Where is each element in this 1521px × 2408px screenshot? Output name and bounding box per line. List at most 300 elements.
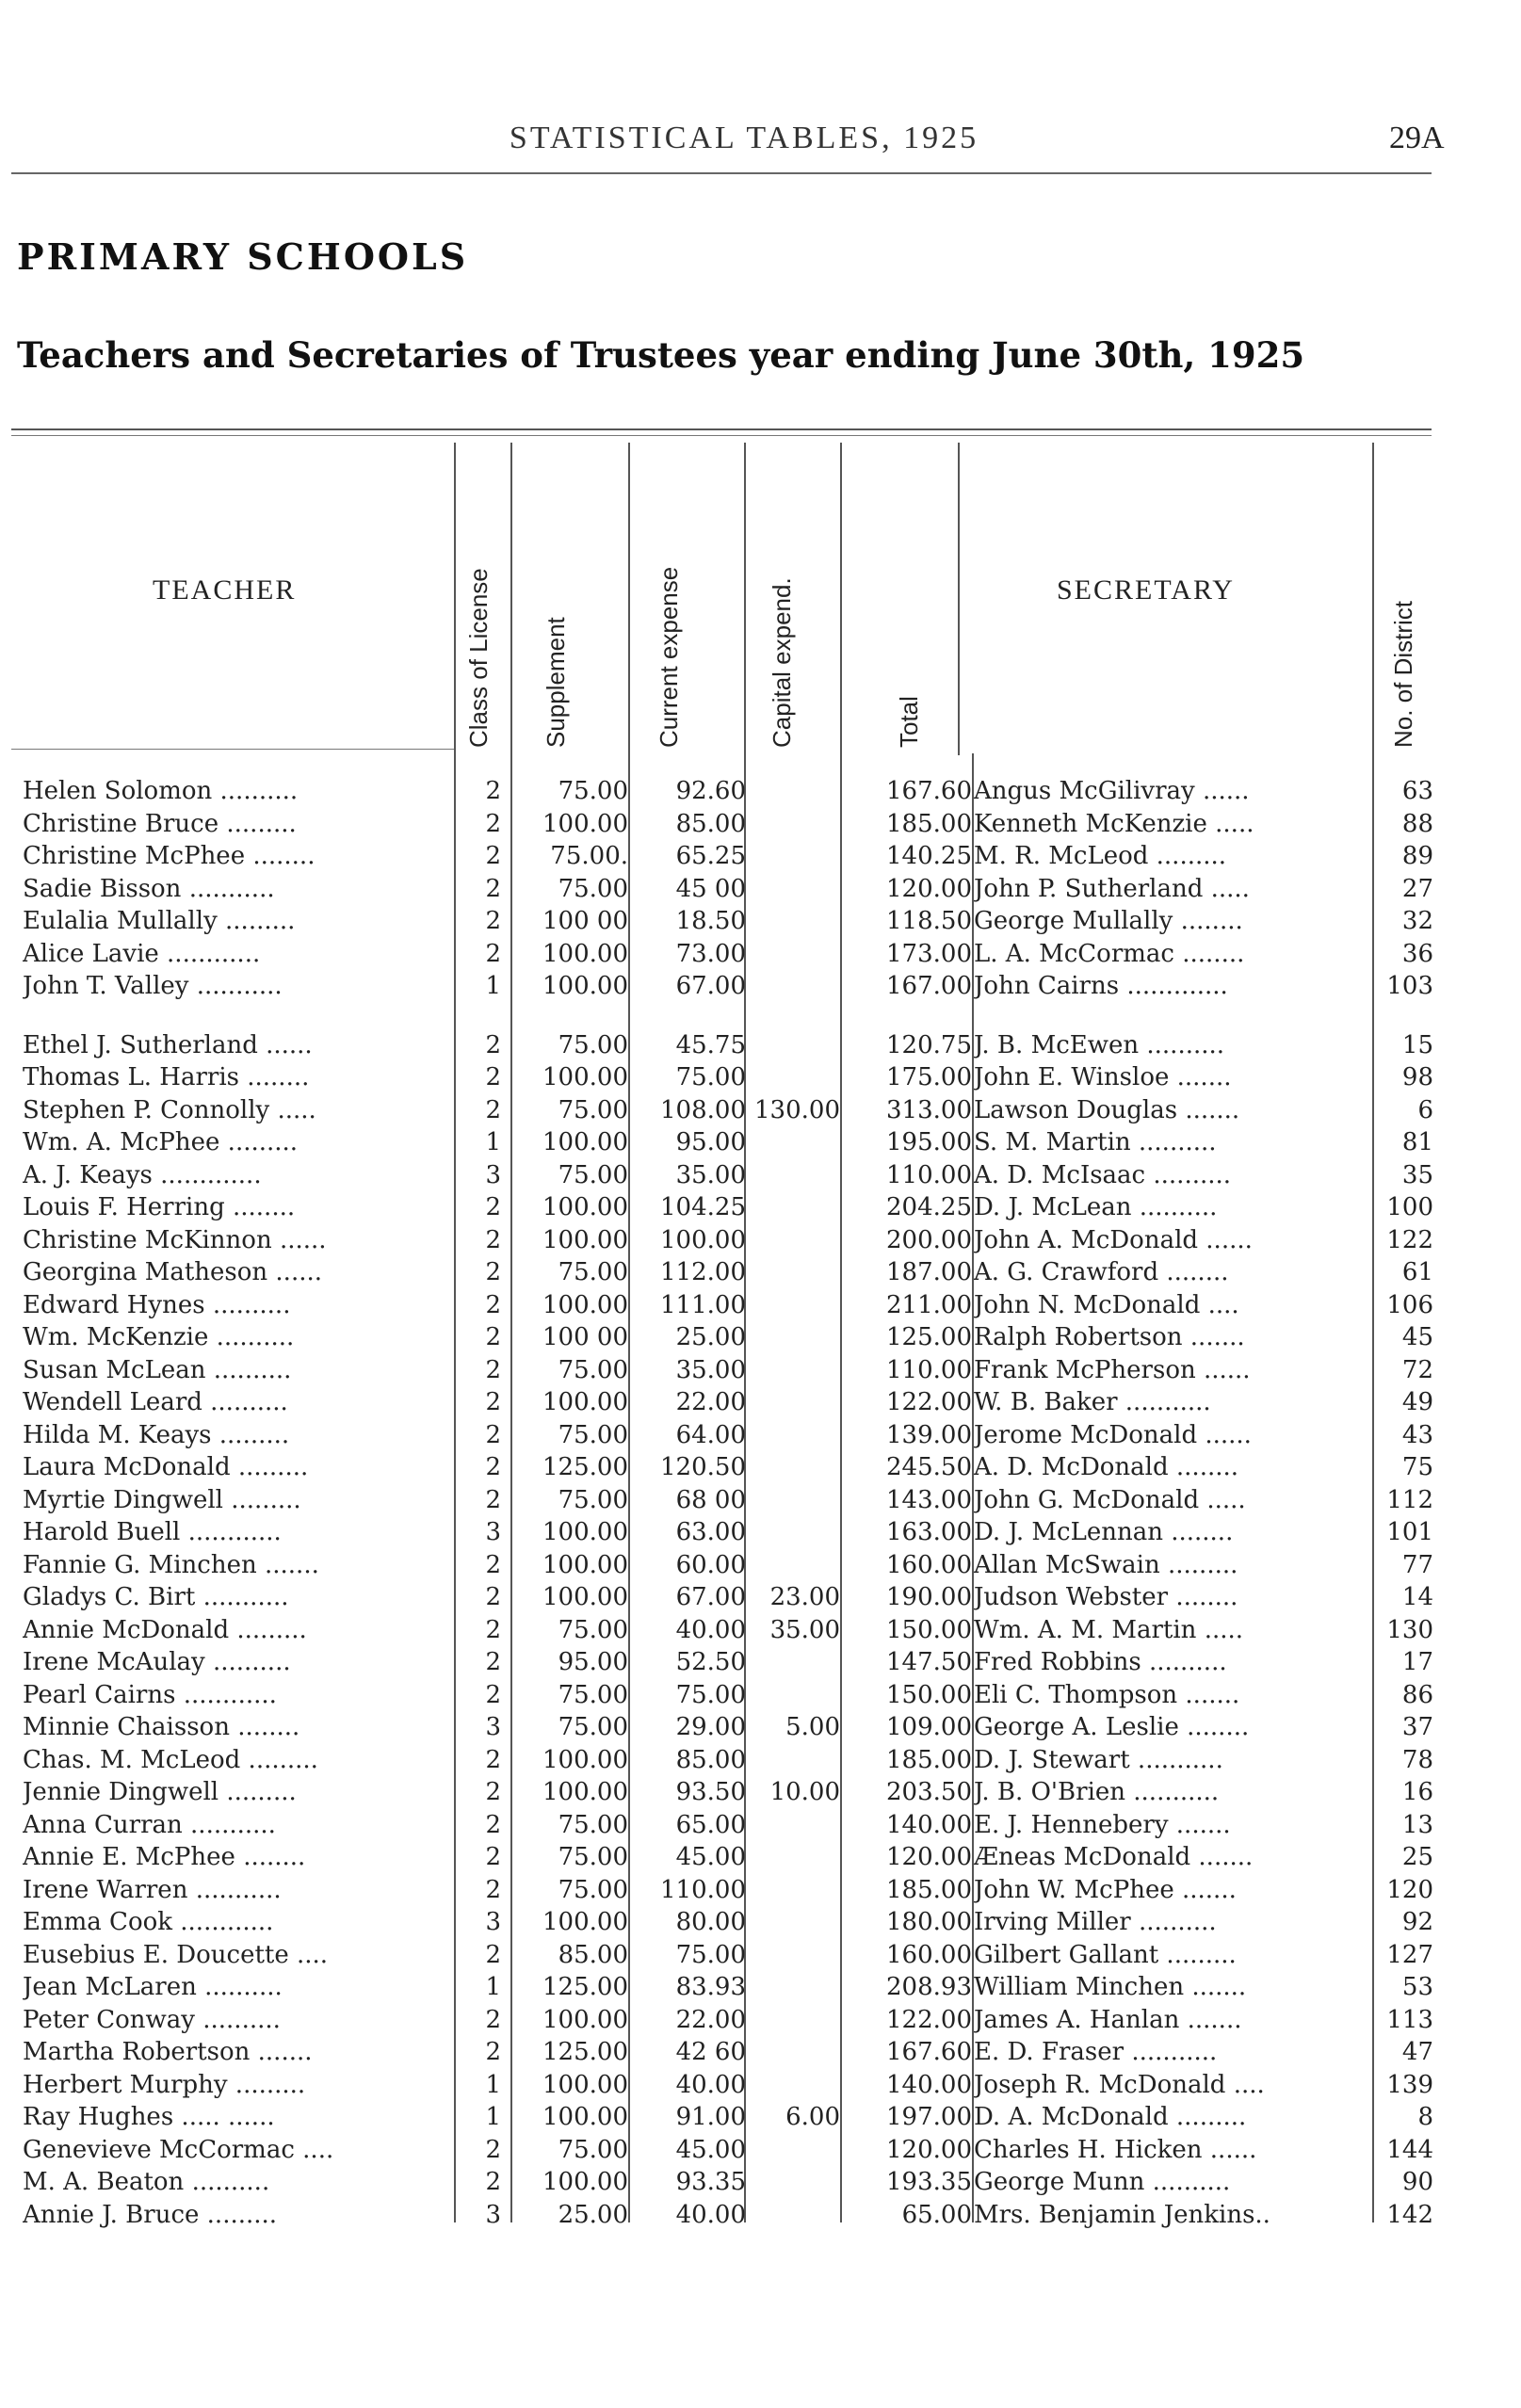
class-of-license: 3 [485,1160,501,1189]
total-amount: 120.00 [886,874,972,903]
class-of-license: 3 [485,2200,501,2229]
table-row [11,2136,1432,2169]
teacher-name: Irene Warren ........... [23,1875,282,1904]
class-of-license: 2 [485,1453,501,1481]
class-of-license: 2 [485,1680,501,1709]
table-row [11,1421,1432,1454]
column-divider [454,443,456,755]
district-number: 144 [1386,2135,1433,2164]
current-expense: 40.00 [675,1615,746,1644]
class-of-license: 2 [485,1615,501,1644]
total-amount: 167.00 [886,972,972,1000]
current-expense: 108.00 [660,1095,746,1124]
table-row [11,1291,1432,1324]
secretary-name: John E. Winsloe ....... [974,1063,1232,1091]
teacher-name: Ethel J. Sutherland ...... [23,1030,313,1059]
total-amount: 143.00 [886,1485,972,1514]
total-amount: 180.00 [886,1908,972,1936]
table-row [11,1518,1432,1551]
total-amount: 204.25 [886,1193,972,1221]
supplement-amount: 100 00 [542,907,628,935]
current-expense: 35.00 [675,1355,746,1384]
teacher-name: Annie J. Bruce ......... [23,2200,278,2229]
district-number: 122 [1386,1225,1433,1254]
class-of-license: 2 [485,1550,501,1579]
total-amount: 203.50 [886,1778,972,1806]
teacher-name: Wm. McKenzie .......... [23,1323,295,1351]
total-amount: 193.35 [886,2168,972,2196]
capital-expend: 6.00 [785,2103,840,2131]
table-row [11,842,1432,875]
secretary-name: Kenneth McKenzie ..... [974,809,1254,838]
supplement-amount: 75.00. [550,842,628,870]
table-row [11,1648,1432,1681]
district-number: 89 [1401,842,1433,870]
total-amount: 139.00 [886,1420,972,1449]
table-row [11,2006,1432,2039]
total-amount: 147.50 [886,1648,972,1676]
teacher-name: Thomas L. Harris ........ [23,1063,310,1091]
secretary-name: Jerome McDonald ...... [974,1420,1252,1449]
supplement-amount: 100.00 [542,1518,628,1546]
secretary-name: George Mullally ........ [974,907,1243,935]
secretary-name: John N. McDonald .... [974,1290,1239,1319]
class-of-license: 2 [485,1030,501,1059]
teacher-name: Hilda M. Keays ......... [23,1420,290,1449]
current-expense: 60.00 [675,1550,746,1579]
secretary-name: Gilbert Gallant ......... [974,1940,1237,1969]
class-of-license: 2 [485,2038,501,2066]
secretary-column-header: SECRETARY [1057,574,1235,606]
current-expense: 92.60 [675,777,746,805]
table-row [11,2201,1432,2234]
supplement-amount: 75.00 [558,1258,628,1286]
capital-expend: 10.00 [769,1778,840,1806]
teacher-name: Peter Conway .......... [23,2005,281,2034]
class-of-license: 2 [485,1258,501,1286]
total-amount: 200.00 [886,1225,972,1254]
supplement-amount: 125.00 [542,2038,628,2066]
capital-expend: 35.00 [769,1615,840,1644]
total-amount: 109.00 [886,1713,972,1741]
current-expense: 68 00 [675,1485,746,1514]
district-number: 106 [1386,1290,1433,1319]
class-of-license: 2 [485,777,501,805]
district-number: 35 [1401,1160,1433,1189]
header-rule [11,172,1432,174]
total-header [892,465,930,748]
district-number: 17 [1401,1648,1433,1676]
secretary-name: John G. McDonald ..... [974,1485,1246,1514]
table-row [11,1453,1432,1486]
total-label: Total [895,696,923,748]
current-expense: 95.00 [675,1128,746,1156]
total-amount: 185.00 [886,809,972,838]
teacher-name: Alice Lavie ............ [23,939,261,968]
district-number: 13 [1401,1810,1433,1839]
current-expense: 45.75 [675,1030,746,1059]
teacher-name: Fannie G. Minchen ....... [23,1550,319,1579]
supplement-amount: 75.00 [558,1615,628,1644]
page-number: 29A [1389,121,1445,155]
current-expense: 29.00 [675,1713,746,1741]
supplement-amount: 100.00 [542,2070,628,2099]
secretary-name: A. D. McIsaac .......... [974,1160,1232,1189]
table-row [11,1031,1432,1064]
supplement-amount: 75.00 [558,2135,628,2164]
district-number: 6 [1417,1095,1433,1124]
section-title: PRIMARY SCHOOLS [17,235,469,278]
teacher-name: Herbert Murphy ......... [23,2070,306,2099]
class-of-license: 2 [485,1290,501,1319]
class-of-license: 1 [485,1128,501,1156]
class-of-license: 2 [485,2005,501,2034]
table-row [11,1713,1432,1746]
teacher-name: Irene McAulay .......... [23,1648,291,1676]
secretary-name: D. J. McLennan ........ [974,1518,1234,1546]
total-amount: 197.00 [886,2103,972,2131]
supplement-amount: 75.00 [558,1355,628,1384]
district-number: 49 [1401,1388,1433,1416]
class-of-license: 2 [485,1095,501,1124]
current-expense: 45 00 [675,874,746,903]
current-expense: 40.00 [675,2200,746,2229]
class-of-license: 3 [485,1518,501,1546]
table-row [11,1258,1432,1291]
supplement-amount: 100.00 [542,1550,628,1579]
supplement-amount: 100.00 [542,809,628,838]
current-expense: 93.35 [675,2168,746,2196]
class-of-license: 1 [485,2103,501,2131]
district-number: 88 [1401,809,1433,838]
total-amount: 175.00 [886,1063,972,1091]
secretary-name: Frank McPherson ...... [974,1355,1251,1384]
current-expense: 91.00 [675,2103,746,2131]
district-number: 53 [1401,1973,1433,2001]
district-number: 103 [1386,972,1433,1000]
supplement-amount: 75.00 [558,1160,628,1189]
teacher-name: Christine McKinnon ...... [23,1225,327,1254]
total-amount: 120.00 [886,1843,972,1871]
district-number: 43 [1401,1420,1433,1449]
supplement-amount: 75.00 [558,1875,628,1904]
current-expense: 40.00 [675,2070,746,2099]
total-amount: 110.00 [886,1355,972,1384]
class-of-license: 2 [485,1063,501,1091]
supplement-amount: 125.00 [542,1453,628,1481]
supplement-amount: 100.00 [542,1290,628,1319]
supplement-amount: 75.00 [558,1810,628,1839]
secretary-name: Angus McGilivray ...... [974,777,1250,805]
total-amount: 150.00 [886,1615,972,1644]
supplement-amount: 75.00 [558,874,628,903]
current-expense: 65.25 [675,842,746,870]
column-divider [1372,443,1374,755]
total-amount: 167.60 [886,777,972,805]
teacher-name: Gladys C. Birt ........... [23,1583,289,1611]
district-number: 120 [1386,1875,1433,1904]
capital-expend-label: Capital expend. [768,577,796,748]
secretary-name: J. B. McEwen .......... [974,1030,1225,1059]
supplement-amount: 75.00 [558,1680,628,1709]
district-number: 37 [1401,1713,1433,1741]
supplement-amount: 100 00 [542,1323,628,1351]
district-number: 77 [1401,1550,1433,1579]
total-amount: 150.00 [886,1680,972,1709]
current-expense: 42 60 [675,2038,746,2066]
teacher-name: Anna Curran ........... [23,1810,276,1839]
teacher-name: Pearl Cairns ............ [23,1680,277,1709]
district-number: 75 [1401,1453,1433,1481]
capital-expend: 130.00 [754,1095,840,1124]
teacher-name: Ray Hughes ..... ...... [23,2103,275,2131]
current-expense: 75.00 [675,1063,746,1091]
table-row [11,1616,1432,1649]
supplement-amount: 75.00 [558,777,628,805]
supplement-amount: 75.00 [558,1095,628,1124]
table-row [11,1161,1432,1194]
teacher-name: Annie E. McPhee ........ [23,1843,306,1871]
district-number: 78 [1401,1745,1433,1774]
class-of-license: 2 [485,1485,501,1514]
secretary-name: Ralph Robertson ....... [974,1323,1245,1351]
secretary-name: Lawson Douglas ....... [974,1095,1240,1124]
district-number: 16 [1401,1778,1433,1806]
total-amount: 195.00 [886,1128,972,1156]
teacher-name: Harold Buell ............ [23,1518,282,1546]
class-of-license: 2 [485,1745,501,1774]
secretary-name: Eli C. Thompson ....... [974,1680,1240,1709]
secretary-name: John W. McPhee ....... [974,1875,1237,1904]
table-row [11,1583,1432,1616]
teacher-name: Christine Bruce ......... [23,809,297,838]
supplement-amount: 100.00 [542,939,628,968]
secretary-name: D. J. Stewart ........... [974,1745,1223,1774]
table-row [11,1356,1432,1389]
table-row [11,1128,1432,1161]
total-amount: 140.00 [886,2070,972,2099]
district-number: 27 [1401,874,1433,903]
supplement-amount: 100.00 [542,1583,628,1611]
capital-expend-header [765,465,802,748]
class-of-license: 2 [485,1225,501,1254]
district-number: 14 [1401,1583,1433,1611]
teacher-name: Susan McLean .......... [23,1355,292,1384]
teacher-name: Emma Cook ............ [23,1908,274,1936]
teacher-name: Minnie Chaisson ........ [23,1713,300,1741]
teacher-name: Chas. M. McLeod ......... [23,1745,318,1774]
total-amount: 211.00 [886,1290,972,1319]
class-of-license: 2 [485,1193,501,1221]
total-amount: 140.25 [886,842,972,870]
current-expense: 22.00 [675,1388,746,1416]
supplement-amount: 100.00 [542,1908,628,1936]
table-row [11,1323,1432,1356]
secretary-name: William Minchen ....... [974,1973,1247,2001]
no-of-district-label: No. of District [1389,600,1417,748]
district-number: 36 [1401,939,1433,968]
supplement-amount: 75.00 [558,1843,628,1871]
secretary-name: M. R. McLeod ......... [974,842,1227,870]
table-body [11,777,1432,2233]
column-divider [510,443,512,755]
class-of-license: 3 [485,1908,501,1936]
class-of-license: 1 [485,2070,501,2099]
table-row [11,1096,1432,1129]
supplement-amount: 75.00 [558,1713,628,1741]
teacher-name: Wm. A. McPhee ......... [23,1128,299,1156]
table-row [11,907,1432,940]
total-amount: 125.00 [886,1323,972,1351]
district-number: 113 [1386,2005,1433,2034]
capital-expend: 23.00 [769,1583,840,1611]
secretary-name: Joseph R. McDonald .... [974,2070,1265,2099]
secretary-name: Charles H. Hicken ...... [974,2135,1257,2164]
column-divider [840,443,842,755]
secretary-name: Judson Webster ........ [974,1583,1238,1611]
district-number: 92 [1401,1908,1433,1936]
district-number: 101 [1386,1518,1433,1546]
teacher-name: John T. Valley ........... [23,972,283,1000]
secretary-name: Mrs. Benjamin Jenkins.. [974,2200,1270,2229]
teacher-name: Louis F. Herring ........ [23,1193,296,1221]
teacher-name: Georgina Matheson ...... [23,1258,323,1286]
supplement-label: Supplement [542,617,570,748]
class-of-license-label: Class of License [464,568,493,748]
current-expense: 104.25 [660,1193,746,1221]
class-of-license: 2 [485,1810,501,1839]
current-expense: 63.00 [675,1518,746,1546]
total-amount: 140.00 [886,1810,972,1839]
class-of-license: 2 [485,1323,501,1351]
total-amount: 118.50 [886,907,972,935]
total-amount: 110.00 [886,1160,972,1189]
current-expense: 25.00 [675,1323,746,1351]
class-of-license: 2 [485,2135,501,2164]
teacher-name: Wendell Leard .......... [23,1388,288,1416]
secretary-name: E. D. Fraser ........... [974,2038,1218,2066]
district-number: 32 [1401,907,1433,935]
total-amount: 122.00 [886,1388,972,1416]
secretary-name: James A. Hanlan ....... [974,2005,1242,2034]
teacher-name: Martha Robertson ....... [23,2038,313,2066]
table-row [11,777,1432,810]
column-divider [958,443,960,755]
supplement-amount: 100.00 [542,1225,628,1254]
total-amount: 120.00 [886,2135,972,2164]
table-row [11,1486,1432,1519]
current-expense: 75.00 [675,1680,746,1709]
table-row [11,1388,1432,1421]
table-row [11,810,1432,843]
table-row [11,1876,1432,1909]
class-of-license: 2 [485,874,501,903]
class-of-license: 2 [485,1583,501,1611]
header-bottom-rule [11,749,454,750]
teacher-name: Jennie Dingwell ......... [23,1778,297,1806]
teacher-column-header: TEACHER [153,574,297,606]
class-of-license-header [461,465,499,748]
secretary-name: John Cairns ............. [974,972,1228,1000]
column-divider [628,443,630,755]
total-amount: 160.00 [886,1550,972,1579]
total-amount: 120.75 [886,1030,972,1059]
current-expense-header [652,465,689,748]
teacher-name: Genevieve McCormac .... [23,2135,334,2164]
supplement-amount: 100.00 [542,1778,628,1806]
current-expense: 45.00 [675,2135,746,2164]
table-header [11,443,1432,755]
current-expense: 73.00 [675,939,746,968]
total-amount: 173.00 [886,939,972,968]
class-of-license: 2 [485,809,501,838]
current-expense: 65.00 [675,1810,746,1839]
table-row [11,972,1432,1005]
column-divider [744,443,746,755]
class-of-license: 2 [485,1940,501,1969]
district-number: 63 [1401,777,1433,805]
total-amount: 190.00 [886,1583,972,1611]
secretary-name: D. J. McLean .......... [974,1193,1218,1221]
current-expense: 100.00 [660,1225,746,1254]
current-expense: 75.00 [675,1940,746,1969]
current-expense: 35.00 [675,1160,746,1189]
district-number: 45 [1401,1323,1433,1351]
district-number: 98 [1401,1063,1433,1091]
total-amount: 208.93 [886,1973,972,2001]
current-expense: 85.00 [675,1745,746,1774]
secretary-name: Irving Miller .......... [974,1908,1217,1936]
supplement-amount: 95.00 [558,1648,628,1676]
class-of-license: 1 [485,1973,501,2001]
secretary-name: A. D. McDonald ........ [974,1453,1239,1481]
table-row [11,2071,1432,2104]
table-row [11,1551,1432,1584]
table-top-rule-thin [11,435,1432,436]
secretary-name: Æneas McDonald ....... [974,1843,1254,1871]
total-amount: 160.00 [886,1940,972,1969]
total-amount: 65.00 [901,2200,972,2229]
teacher-name: Eusebius E. Doucette .... [23,1940,329,1969]
secretary-name: W. B. Baker ........... [974,1388,1211,1416]
supplement-amount: 100.00 [542,1063,628,1091]
secretary-name: J. B. O'Brien ........... [974,1778,1220,1806]
current-expense: 111.00 [660,1290,746,1319]
total-amount: 185.00 [886,1745,972,1774]
district-number: 47 [1401,2038,1433,2066]
supplement-amount: 75.00 [558,1030,628,1059]
secretary-name: Wm. A. M. Martin ..... [974,1615,1244,1644]
district-number: 90 [1401,2168,1433,2196]
secretary-name: John A. McDonald ...... [974,1225,1253,1254]
table-top-rule [11,428,1432,430]
supplement-amount: 85.00 [558,1940,628,1969]
supplement-amount: 100.00 [542,2005,628,2034]
district-number: 127 [1386,1940,1433,1969]
total-amount: 313.00 [886,1095,972,1124]
total-amount: 122.00 [886,2005,972,2034]
teacher-name: A. J. Keays ............. [23,1160,262,1189]
supplement-amount: 100.00 [542,972,628,1000]
district-number: 8 [1417,2103,1433,2131]
total-amount: 187.00 [886,1258,972,1286]
current-expense: 83.93 [675,1973,746,2001]
teacher-name: Laura McDonald ......... [23,1453,309,1481]
supplement-amount: 75.00 [558,1485,628,1514]
district-number: 25 [1401,1843,1433,1871]
current-expense-label: Current expense [655,566,683,748]
current-expense: 67.00 [675,1583,746,1611]
